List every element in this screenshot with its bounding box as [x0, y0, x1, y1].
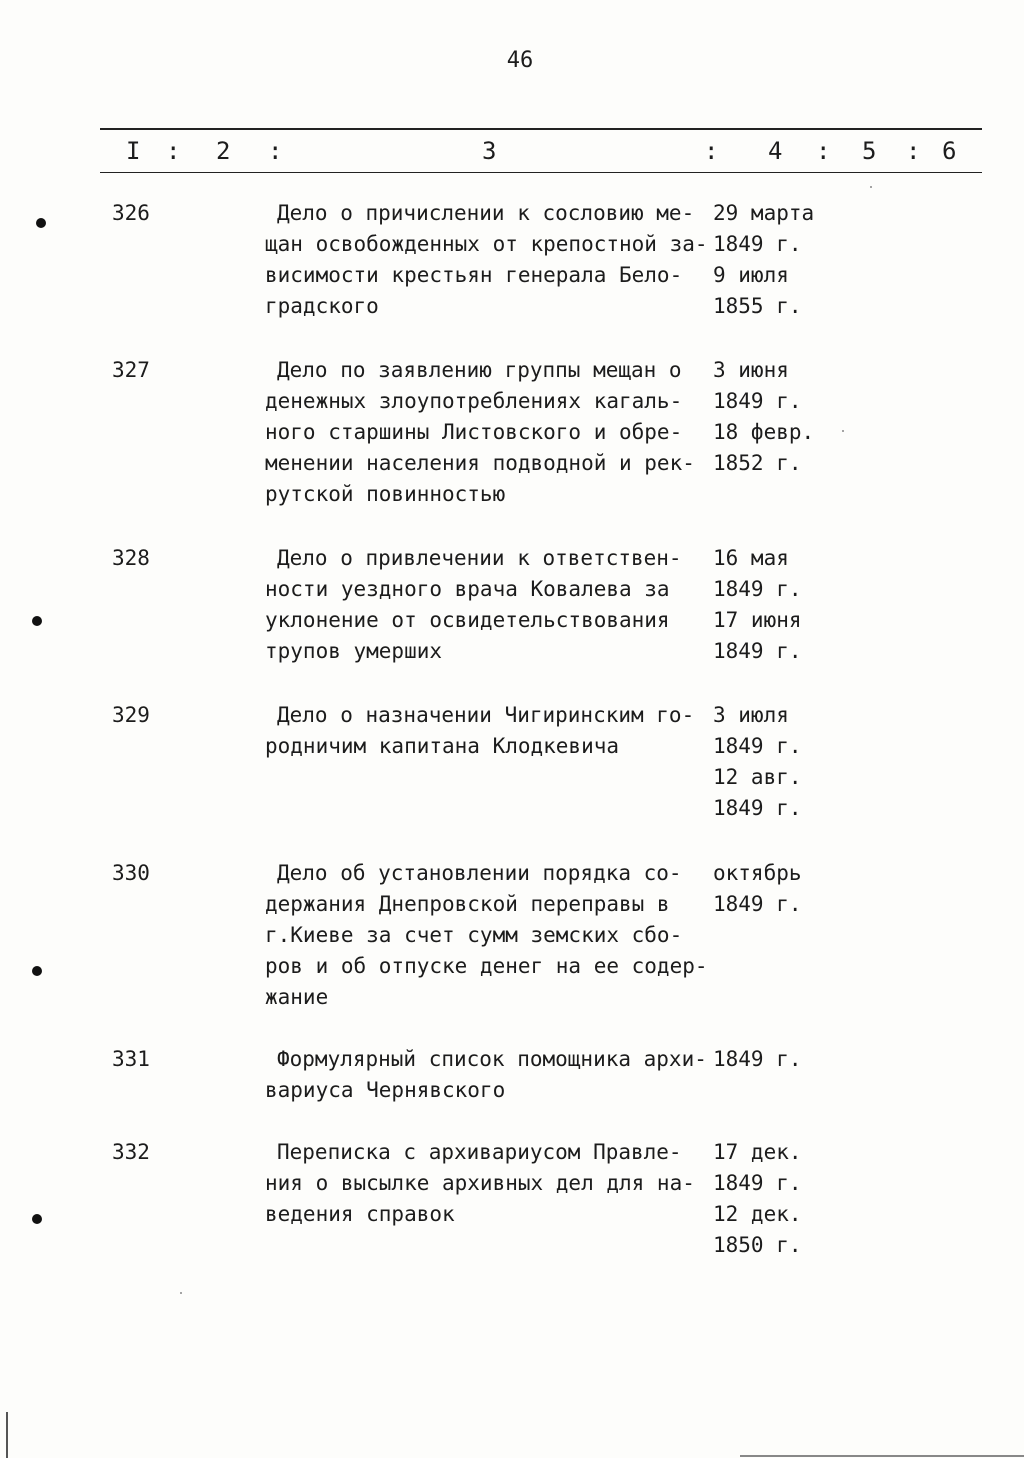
entry-description — [265, 858, 715, 1013]
date-line: 1849 г. — [713, 577, 802, 601]
desc-line: уклонение от освидетельствования — [265, 608, 670, 632]
binding-hole-mark — [32, 1214, 42, 1224]
desc-line: ния о высылке архивных дел для на- — [265, 1171, 695, 1195]
table-header-bottom-rule — [100, 172, 982, 173]
entry-number: 330 — [112, 861, 150, 885]
entry-dates — [713, 858, 802, 920]
entry-dates — [713, 198, 814, 322]
entry-dates — [713, 355, 814, 479]
date-line: 1849 г. — [713, 1047, 802, 1071]
desc-line: жание — [265, 985, 329, 1009]
date-line: 1849 г. — [713, 232, 802, 256]
desc-line: градского — [265, 294, 379, 318]
scan-edge-line — [6, 1412, 8, 1458]
desc-line: Дело о назначении Чигиринским го- — [277, 703, 695, 727]
desc-line: вариуса Чернявского — [265, 1078, 506, 1102]
entry-description — [265, 700, 715, 762]
date-line: 1850 г. — [713, 1233, 802, 1257]
scan-edge-line — [740, 1455, 1024, 1457]
desc-line: держания Днепровской переправы в — [265, 892, 670, 916]
desc-line: ров и об отпуске денег на ее содер- — [265, 954, 708, 978]
header-col-4: 4 — [768, 137, 783, 165]
date-line: 1849 г. — [713, 389, 802, 413]
date-line: 1849 г. — [713, 1171, 802, 1195]
entry-dates — [713, 543, 802, 667]
page-number: 46 — [506, 48, 534, 73]
desc-line: менении населения подводной и рек- — [265, 451, 695, 475]
date-line: 12 авг. — [713, 765, 802, 789]
header-separator: : — [704, 137, 719, 165]
desc-line: г.Киеве за счет сумм земских сбо- — [265, 923, 683, 947]
scan-speck — [180, 1292, 182, 1294]
header-separator: : — [268, 137, 283, 165]
binding-hole-mark — [32, 616, 42, 626]
entry-number: 332 — [112, 1140, 150, 1164]
date-line: октябрь — [713, 861, 802, 885]
desc-line: Переписка с архивариусом Правле- — [277, 1140, 682, 1164]
desc-line: висимости крестьян генерала Бело- — [265, 263, 683, 287]
date-line: 3 июня — [713, 358, 789, 382]
entry-description — [265, 355, 715, 510]
header-col-5: 5 — [862, 137, 877, 165]
date-line: 17 дек. — [713, 1140, 802, 1164]
desc-line: щан освобожденных от крепостной за- — [265, 232, 708, 256]
binding-hole-mark — [36, 218, 46, 228]
entry-description — [265, 198, 715, 322]
entry-description — [265, 1137, 715, 1230]
date-line: 16 мая — [713, 546, 789, 570]
desc-line: ведения справок — [265, 1202, 455, 1226]
entry-number: 331 — [112, 1047, 150, 1071]
desc-line: Дело об установлении порядка со- — [277, 861, 682, 885]
date-line: 1855 г. — [713, 294, 802, 318]
desc-line: Дело о привлечении к ответствен- — [277, 546, 682, 570]
desc-line: ности уездного врача Ковалева за — [265, 577, 670, 601]
date-line: 17 июня — [713, 608, 802, 632]
header-separator: : — [816, 137, 831, 165]
date-line: 1849 г. — [713, 892, 802, 916]
date-line: 18 февр. — [713, 420, 815, 444]
desc-line: Формулярный список помощника архи- — [277, 1047, 707, 1071]
entry-number: 327 — [112, 358, 150, 382]
date-line: 29 марта — [713, 201, 815, 225]
scan-speck — [842, 430, 844, 432]
date-line: 1849 г. — [713, 734, 802, 758]
entry-number: 326 — [112, 201, 150, 225]
header-col-3: 3 — [482, 137, 497, 165]
entry-number: 329 — [112, 703, 150, 727]
desc-line: трупов умерших — [265, 639, 443, 663]
entry-description — [265, 1044, 715, 1106]
entry-description — [265, 543, 715, 667]
desc-line: денежных злоупотреблениях кагаль- — [265, 389, 683, 413]
binding-hole-mark — [32, 966, 42, 976]
header-col-2: 2 — [216, 137, 231, 165]
date-line: 1849 г. — [713, 639, 802, 663]
date-line: 1852 г. — [713, 451, 802, 475]
desc-line: родничим капитана Клодкевича — [265, 734, 620, 758]
desc-line: рутской повинностью — [265, 482, 506, 506]
desc-line: Дело о причислении к сословию ме- — [277, 201, 695, 225]
scan-speck — [870, 186, 872, 188]
header-col-1: I — [126, 137, 141, 165]
date-line: 1849 г. — [713, 796, 802, 820]
header-separator: : — [906, 137, 921, 165]
header-separator: : — [166, 137, 181, 165]
table-header-top-rule — [100, 128, 982, 130]
entry-dates — [713, 1044, 802, 1075]
header-col-6: 6 — [942, 137, 957, 165]
date-line: 12 дек. — [713, 1202, 802, 1226]
entry-dates — [713, 1137, 802, 1261]
date-line: 9 июля — [713, 263, 789, 287]
entry-dates — [713, 700, 802, 824]
entry-number: 328 — [112, 546, 150, 570]
desc-line: Дело по заявлению группы мещан о — [277, 358, 682, 382]
desc-line: ного старшины Листовского и обре- — [265, 420, 683, 444]
date-line: 3 июля — [713, 703, 789, 727]
